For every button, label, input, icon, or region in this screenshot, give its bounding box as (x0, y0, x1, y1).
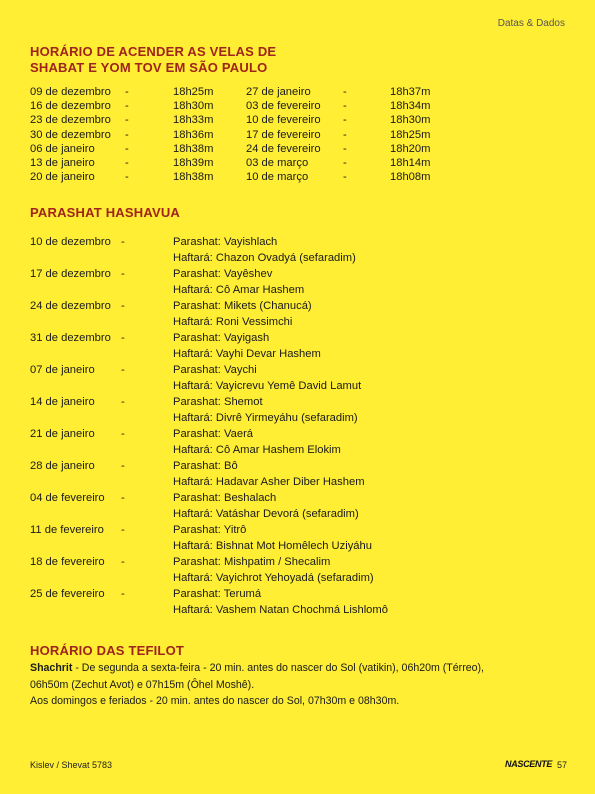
velas-time: 18h36m (173, 128, 214, 141)
tefilot-line1-text: - De segunda a sexta-feira - 20 min. antes do nascer do Sol (vatikin), 06h20m (Térreo), (72, 662, 484, 674)
velas-time: 18h38m (173, 171, 214, 184)
parashat-date: 24 de dezembro (30, 300, 111, 312)
velas-time: 18h38m (173, 142, 214, 155)
tefilot-text (30, 660, 570, 710)
parashat-sep: - (121, 428, 125, 440)
parashat-sep: - (121, 396, 125, 408)
velas-sep: - (125, 128, 129, 141)
parashat-sep: - (121, 332, 125, 344)
parashat-sep: - (121, 524, 125, 536)
parashat-date: 18 de fevereiro (30, 556, 105, 568)
velas-sep: - (343, 157, 347, 169)
velas-sep: - (125, 171, 129, 184)
velas-date: 10 de fevereiro (246, 114, 321, 127)
velas-sep: - (125, 86, 129, 98)
haftara-name: Haftará: Vayicrevu Yemê David Lamut (173, 380, 362, 392)
issue-label: Kislev / Shevat 5783 (30, 760, 113, 770)
velas-title (30, 44, 276, 76)
parashat-name: Parashat: Shemot (173, 396, 263, 408)
parashat-name: Parashat: Terumá (173, 588, 262, 600)
parashat-date: 21 de janeiro (30, 428, 95, 440)
velas-time: 18h25m (173, 86, 214, 98)
velas-sep: - (125, 142, 129, 155)
nascente-logo: NASCENTE (505, 759, 553, 769)
page-number: 57 (557, 760, 568, 770)
velas-date: 09 de dezembro (30, 86, 111, 98)
velas-date: 30 de dezembro (30, 128, 111, 141)
velas-date: 13 de janeiro (30, 157, 95, 169)
parashat-date: 28 de janeiro (30, 460, 95, 472)
velas-date: 20 de janeiro (30, 171, 95, 184)
parashat-date: 07 de janeiro (30, 364, 95, 376)
velas-time: 18h37m (390, 86, 431, 98)
velas-sep: - (125, 100, 129, 113)
section-tag: Datas & Dados (497, 18, 565, 29)
haftara-name: Haftará: Roni Vessimchi (173, 316, 293, 328)
velas-time: 18h08m (390, 171, 431, 184)
velas-title-line2: SHABAT E YOM TOV EM SÃO PAULO (30, 60, 268, 75)
parashat-sep: - (121, 556, 125, 568)
velas-sep: - (343, 114, 347, 127)
parashat-date: 25 de fevereiro (30, 588, 105, 600)
velas-date: 16 de dezembro (30, 100, 111, 113)
haftara-name: Haftará: Bishnat Mot Homêlech Uziyáhu (173, 540, 372, 552)
parashat-title: PARASHAT HASHAVUA (30, 205, 181, 220)
parashat-sep: - (121, 364, 125, 376)
tefilot-line2: 06h50m (Zechut Avot) e 07h15m (Ôhel Moshê). (30, 678, 255, 691)
parashat-date: 04 de fevereiro (30, 492, 105, 504)
velas-time: 18h14m (390, 157, 431, 169)
parashat-name: Parashat: Vayishlach (173, 236, 278, 248)
haftara-name: Haftará: Chazon Ovadyá (sefaradim) (173, 252, 356, 264)
parashat-sep: - (121, 300, 125, 312)
parashat-date: 10 de dezembro (30, 236, 111, 248)
parashat-sep: - (121, 268, 125, 280)
parashat-date: 31 de dezembro (30, 332, 111, 344)
velas-date: 03 de fevereiro (246, 100, 321, 113)
haftara-name: Haftará: Vashem Natan Chochmá Lishlomô (173, 604, 388, 616)
velas-date: 03 de março (246, 157, 309, 169)
velas-sep: - (343, 100, 347, 113)
velas-date: 23 de dezembro (30, 114, 111, 127)
velas-sep: - (343, 128, 347, 141)
velas-time: 18h33m (173, 114, 214, 127)
parashat-name: Parashat: Beshalach (173, 492, 277, 504)
velas-sep: - (125, 114, 129, 127)
velas-date: 06 de janeiro (30, 142, 95, 155)
velas-time: 18h25m (390, 128, 431, 141)
parashat-sep: - (121, 492, 125, 504)
tefilot-line1 (30, 660, 570, 677)
parashat-date: 14 de janeiro (30, 396, 95, 408)
parashat-name: Parashat: Vayêshev (173, 268, 273, 280)
velas-sep: - (343, 142, 347, 155)
tefilot-title: HORÁRIO DAS TEFILOT (30, 643, 185, 658)
haftara-name: Haftará: Cô Amar Hashem Elokim (173, 444, 341, 456)
haftara-name: Haftará: Vayichrot Yehoyadá (sefaradim) (173, 572, 374, 584)
velas-time: 18h30m (173, 100, 214, 113)
parashat-date: 11 de fevereiro (30, 524, 104, 536)
haftara-name: Haftará: Vayhi Devar Hashem (173, 348, 321, 360)
velas-sep: - (343, 171, 347, 184)
parashat-name: Parashat: Yitrô (173, 524, 247, 536)
parashat-name: Parashat: Vaerá (173, 428, 254, 440)
parashat-name: Parashat: Vaychi (173, 364, 257, 376)
haftara-name: Haftará: Vatáshar Devorá (sefaradim) (173, 508, 359, 520)
velas-date: 10 de março (246, 171, 309, 184)
velas-date: 17 de fevereiro (246, 128, 321, 141)
parashat-name: Parashat: Vayigash (173, 332, 270, 344)
velas-date: 27 de janeiro (246, 86, 311, 98)
haftara-name: Haftará: Divrê Yirmeyáhu (sefaradim) (173, 412, 358, 424)
parashat-date: 17 de dezembro (30, 268, 111, 280)
velas-time: 18h39m (173, 157, 214, 169)
velas-date: 24 de fevereiro (246, 142, 321, 155)
velas-time: 18h30m (390, 114, 431, 127)
parashat-sep: - (121, 460, 125, 472)
parashat-sep: - (121, 236, 125, 248)
velas-sep: - (343, 86, 347, 98)
velas-sep: - (125, 157, 129, 169)
shachrit-label: Shachrit (30, 662, 73, 674)
velas-time: 18h34m (390, 100, 431, 113)
haftara-name: Haftará: Hadavar Asher Diber Hashem (173, 476, 365, 488)
parashat-name: Parashat: Mikets (Chanucá) (173, 300, 312, 312)
velas-title-line1: HORÁRIO DE ACENDER AS VELAS DE (30, 44, 277, 59)
velas-time: 18h20m (390, 142, 431, 155)
parashat-sep: - (121, 588, 125, 600)
haftara-name: Haftará: Cô Amar Hashem (173, 284, 305, 296)
parashat-name: Parashat: Bô (173, 460, 238, 472)
parashat-name: Parashat: Mishpatim / Shecalim (173, 556, 331, 568)
tefilot-line3: Aos domingos e feriados - 20 min. antes do nascer do Sol, 07h30m e 08h30m. (30, 695, 400, 707)
